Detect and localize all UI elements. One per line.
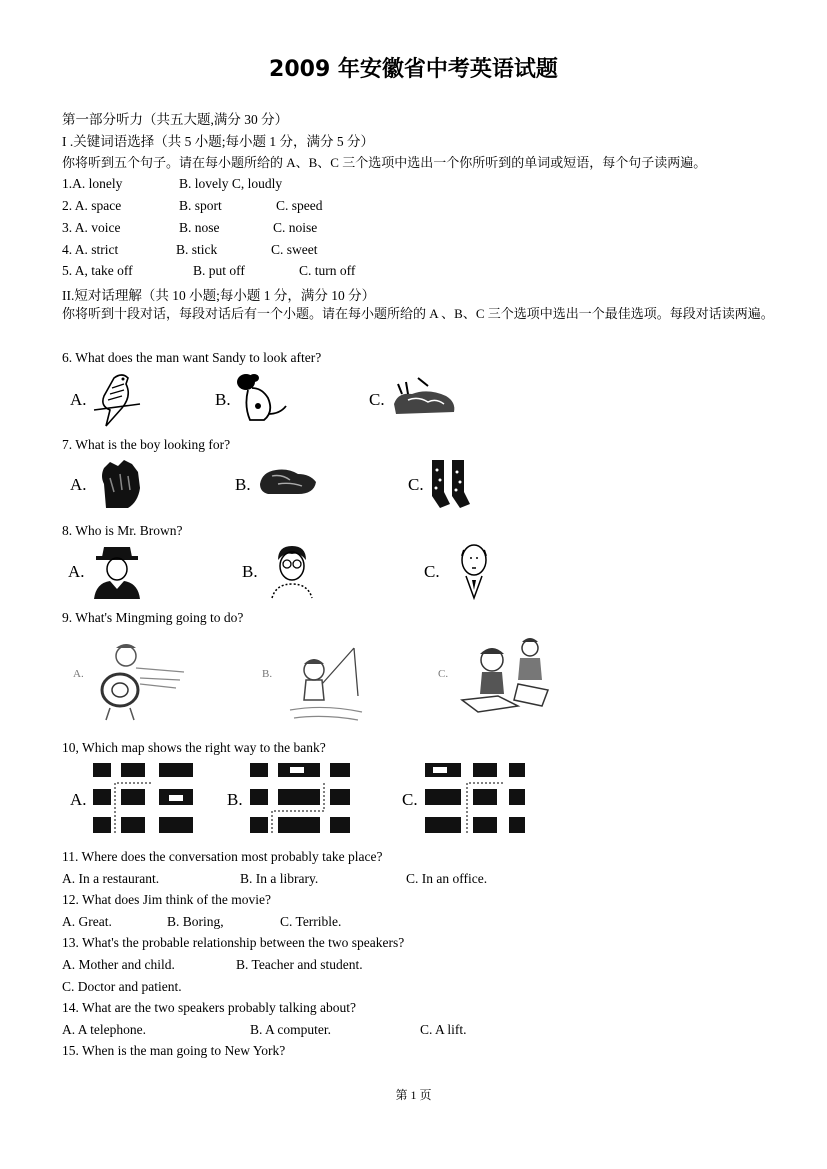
q14-question: 14. What are the two speakers probably talking about?	[62, 1000, 357, 1015]
q4-option-a: 4. A. strict	[62, 242, 119, 257]
q4-option-c: C. sweet	[271, 242, 318, 257]
q10-question: 10, Which map shows the right way to the bank?	[62, 740, 326, 755]
q13-question: 13. What's the probable relationship between the two speakers?	[62, 935, 405, 950]
section1-instructions: 你将听到五个句子。请在每小题所给的 A、B、C 三个选项中选出一个你所听到的单词或短语，每个句子读两遍。	[62, 155, 707, 170]
q7-question: 7. What is the boy looking for?	[62, 437, 231, 452]
q6-label-a: A.	[70, 390, 87, 409]
q2-option-a: 2. A. space	[62, 198, 122, 213]
q13-option-b: B. Teacher and student.	[236, 957, 363, 972]
q2-option-c: C. speed	[276, 198, 323, 213]
q14-option-c: C. A lift.	[420, 1022, 467, 1037]
q5-option-a: 5. A, take off	[62, 263, 133, 278]
q4-option-b: B. stick	[176, 242, 218, 257]
q11-option-c: C. In an office.	[406, 871, 488, 886]
q9-label-b: B.	[262, 668, 273, 680]
q1-option-a: 1.A. lonely	[62, 176, 123, 191]
shoes-icon	[258, 462, 318, 498]
q6-label-c: C.	[369, 390, 385, 409]
q10-label-c: C.	[402, 790, 418, 809]
section2-instructions: 你将听到十段对话，每段对话后有一个小题。请在每小题所给的 A 、B、C 三个选项中选出一个最佳选项。每段对话读两遍。	[62, 306, 774, 321]
q13-option-c: C. Doctor and patient.	[62, 979, 182, 994]
q7-label-c: C.	[408, 475, 424, 494]
q5-option-b: B. put off	[193, 263, 245, 278]
q3-option-c: C. noise	[273, 220, 318, 235]
bird-icon	[92, 370, 142, 428]
boy-swimming-icon	[96, 638, 188, 722]
socks-icon	[428, 458, 474, 510]
q12-option-c: C. Terrible.	[280, 914, 342, 929]
q9-label-c: C.	[438, 668, 449, 680]
q10-label-a: A.	[70, 790, 87, 809]
page-title: 2009 年安徽省中考英语试题	[269, 57, 558, 82]
man-with-glasses-icon	[266, 542, 318, 600]
section2-title: II.短对话理解（共 10 小题;每小题 1 分，满分 10 分）	[62, 288, 376, 303]
q8-label-c: C.	[424, 562, 440, 581]
map-b-icon	[250, 763, 352, 833]
q11-question: 11. Where does the conversation most probably take place?	[62, 849, 383, 864]
bald-man-icon	[452, 540, 496, 600]
q7-label-a: A.	[70, 475, 87, 494]
q1-option-bc: B. lovely C, loudly	[179, 176, 283, 191]
q14-option-b: B. A computer.	[250, 1022, 331, 1037]
man-with-hat-icon	[92, 543, 142, 599]
q6-label-b: B.	[215, 390, 231, 409]
map-c-icon	[425, 763, 527, 833]
section1-title: I .关键词语选择（共 5 小题;每小题 1 分，满分 5 分）	[62, 134, 374, 149]
q12-option-b: B. Boring,	[167, 914, 224, 929]
q2-option-b: B. sport	[179, 198, 222, 213]
page-number: 第 1 页	[395, 1088, 432, 1102]
q7-label-b: B.	[235, 475, 251, 494]
q6-question: 6. What does the man want Sandy to look after?	[62, 350, 322, 365]
q10-label-b: B.	[227, 790, 243, 809]
boys-playing-icon	[458, 634, 558, 716]
q12-option-a: A. Great.	[62, 914, 112, 929]
q8-question: 8. Who is Mr. Brown?	[62, 523, 183, 538]
q13-option-a: A. Mother and child.	[62, 957, 175, 972]
q11-option-b: B. In a library.	[240, 871, 319, 886]
q8-label-b: B.	[242, 562, 258, 581]
q9-label-a: A.	[73, 668, 84, 680]
part-heading: 第一部分听力（共五大题,满分 30 分）	[62, 112, 289, 127]
q5-option-c: C. turn off	[299, 263, 356, 278]
q15-question: 15. When is the man going to New York?	[62, 1043, 286, 1058]
q11-option-a: A. In a restaurant.	[62, 871, 160, 886]
q3-option-a: 3. A. voice	[62, 220, 121, 235]
q8-label-a: A.	[68, 562, 85, 581]
q12-question: 12. What does Jim think of the movie?	[62, 892, 271, 907]
q3-option-b: B. nose	[179, 220, 220, 235]
map-a-icon	[93, 763, 195, 833]
boy-fishing-icon	[284, 640, 366, 722]
q9-question: 9. What's Mingming going to do?	[62, 610, 244, 625]
q14-option-a: A. A telephone.	[62, 1022, 146, 1037]
cat-icon	[388, 374, 460, 418]
dog-icon	[234, 370, 290, 426]
glove-icon	[94, 458, 146, 510]
